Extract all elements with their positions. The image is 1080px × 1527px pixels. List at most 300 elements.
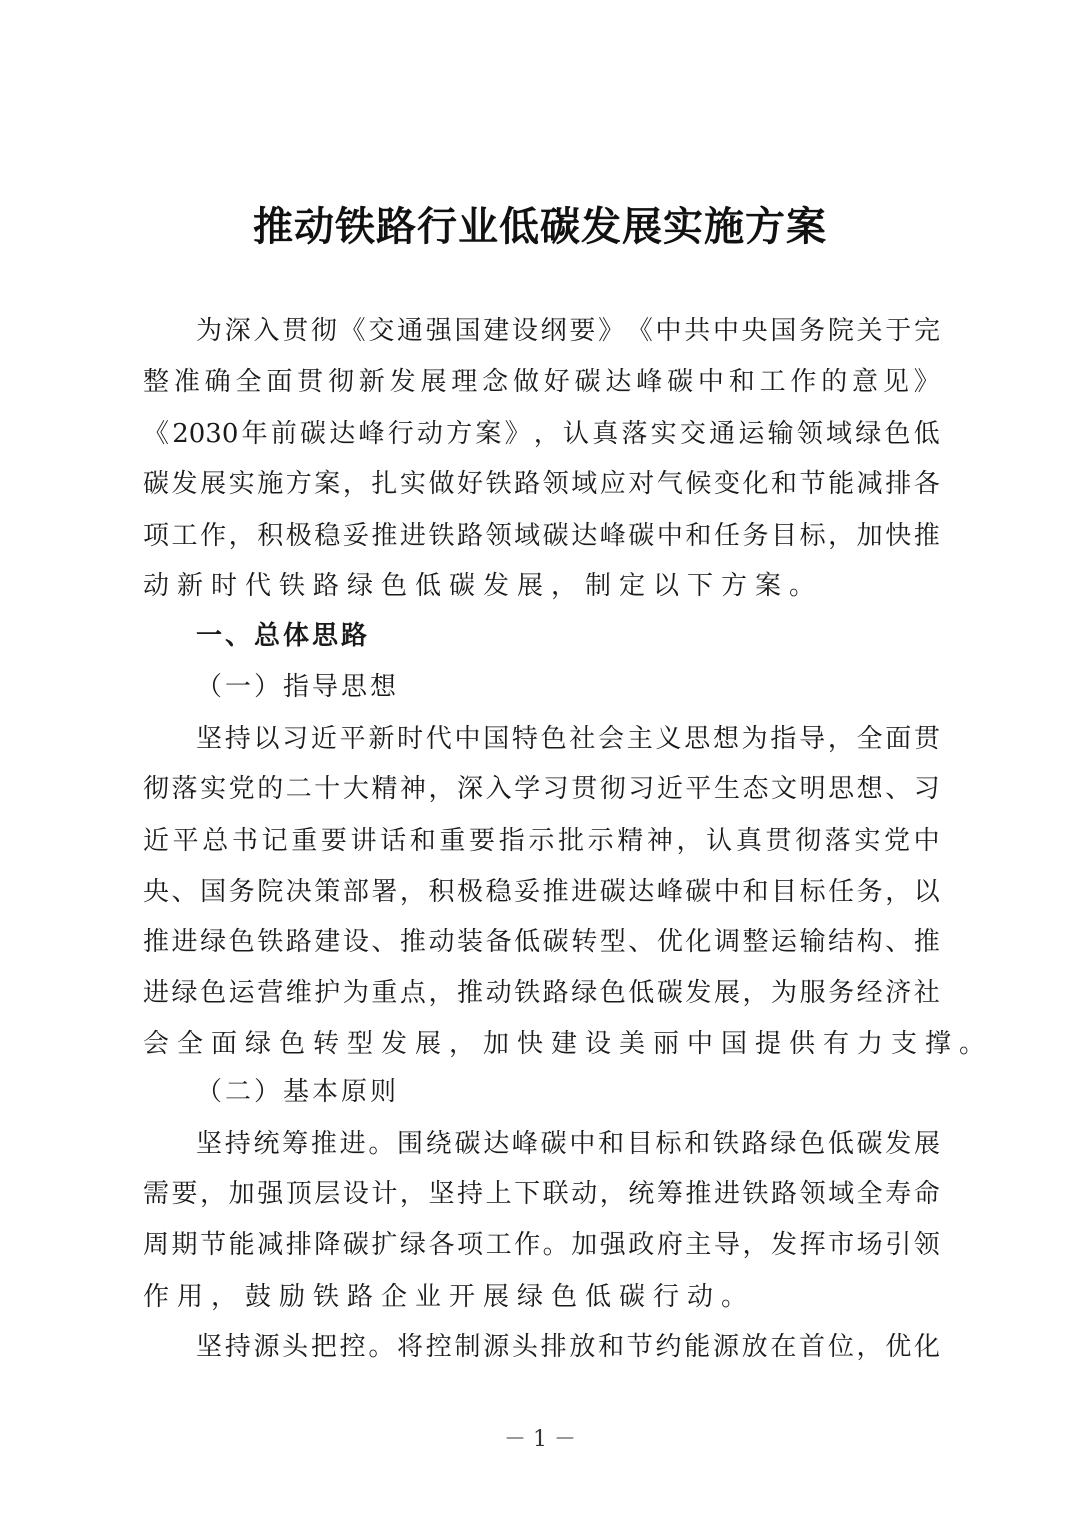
paragraph-line: [143, 511, 940, 562]
char: 妥: [514, 877, 541, 907]
char: 护: [314, 978, 341, 1008]
char: 政: [628, 1230, 655, 1260]
char: 进: [339, 1129, 366, 1159]
char: 化: [742, 469, 769, 499]
char: 特: [511, 724, 538, 754]
char: 碳: [342, 1230, 369, 1260]
char: 推: [685, 1179, 712, 1209]
char: 指: [770, 724, 797, 754]
char: 能: [828, 469, 855, 499]
char: 实: [650, 419, 677, 449]
char: 神: [646, 826, 673, 856]
char: 院: [827, 316, 854, 346]
char: 新: [368, 724, 395, 754]
char: 指: [498, 826, 525, 856]
char: 源: [483, 1332, 510, 1362]
char: 2030: [172, 419, 239, 449]
char: 彻: [599, 774, 626, 804]
char: 主: [685, 1230, 712, 1260]
char: 要: [320, 826, 347, 856]
char: 时: [397, 724, 424, 754]
char: ，: [828, 521, 855, 551]
char: 碳: [667, 367, 694, 397]
char: 上: [485, 1179, 512, 1209]
char: 习: [542, 774, 569, 804]
char: ，: [885, 877, 912, 907]
char: 中: [656, 521, 683, 551]
char: 头: [511, 1332, 538, 1362]
char: 务: [828, 978, 855, 1008]
char: 落: [621, 419, 648, 449]
char: 铁: [257, 927, 284, 957]
char: 低: [628, 978, 655, 1008]
char: 推: [310, 1129, 337, 1159]
section-heading: 一、总体思路: [196, 621, 371, 651]
char: 央: [741, 316, 768, 346]
char: 达: [605, 367, 632, 397]
char: 强: [257, 1179, 284, 1209]
paragraph-line: [143, 409, 940, 460]
char: 输: [767, 419, 794, 449]
subsection-heading: （二）基本原则: [196, 1077, 400, 1107]
char: 铁: [428, 521, 455, 551]
char: 排: [285, 1230, 312, 1260]
char: 好: [543, 367, 570, 397]
char: 市: [828, 1230, 855, 1260]
char: 《: [143, 419, 170, 449]
char: 工: [485, 1230, 512, 1260]
char: 坚: [196, 724, 223, 754]
char: 色: [884, 419, 911, 449]
char: 推: [913, 521, 940, 551]
char: 作: [200, 521, 227, 551]
char: 加: [856, 521, 883, 551]
char: ，: [742, 1230, 769, 1260]
char: 碳: [540, 1129, 567, 1159]
char: 推: [542, 877, 569, 907]
char: 《: [626, 316, 653, 346]
char: 前: [270, 419, 297, 449]
paragraph-line: [143, 459, 940, 510]
char: 》: [598, 316, 625, 346]
char: 要: [469, 826, 496, 856]
char: ，: [228, 521, 255, 551]
char: 对: [628, 469, 655, 499]
char: ，: [428, 978, 455, 1008]
char: 铁: [514, 978, 541, 1008]
char: 各: [913, 469, 940, 499]
char: 进: [171, 927, 198, 957]
char: 营: [257, 978, 284, 1008]
char: 贯: [913, 724, 940, 754]
char: 深: [457, 774, 484, 804]
char: 建: [314, 927, 341, 957]
char: 导: [713, 1230, 740, 1260]
char: 要: [171, 1179, 198, 1209]
char: 妥: [342, 521, 369, 551]
paragraph-line: [196, 1119, 940, 1170]
char: 结: [828, 927, 855, 957]
paragraph-line: [143, 357, 940, 408]
char: 推: [371, 521, 398, 551]
char: 任: [828, 877, 855, 907]
char: 《: [339, 316, 366, 346]
paragraph-line: [196, 306, 940, 357]
char: 以: [253, 724, 280, 754]
char: 碳: [574, 367, 601, 397]
char: 稳: [485, 877, 512, 907]
char: 统: [253, 1129, 280, 1159]
char: 务: [799, 316, 826, 346]
char: 案: [314, 469, 341, 499]
char: 加: [571, 1230, 598, 1260]
char: 中: [569, 1129, 596, 1159]
char: 要: [569, 316, 596, 346]
char: 意: [852, 367, 879, 397]
paragraph-line: [143, 867, 940, 918]
char: 运: [771, 927, 798, 957]
char: 近: [310, 724, 337, 754]
document-title: 推动铁路行业低碳发展实施方案: [253, 203, 827, 250]
char: 》: [913, 367, 940, 397]
char: 期: [171, 1230, 198, 1260]
char: 主: [626, 724, 653, 754]
char: 部: [342, 877, 369, 907]
char: 记: [261, 826, 288, 856]
char: 绿: [171, 978, 198, 1008]
char: 彻: [310, 316, 337, 346]
char: 贯: [282, 316, 309, 346]
char: 批: [557, 826, 584, 856]
char: 展: [420, 367, 447, 397]
char: 持: [457, 1179, 484, 1209]
char: 推: [399, 927, 426, 957]
char: 筹: [282, 1129, 309, 1159]
char: 运: [738, 419, 765, 449]
char: 坚: [196, 1129, 223, 1159]
char: 为: [342, 978, 369, 1008]
char: 想: [712, 724, 739, 754]
char: 贯: [765, 826, 792, 856]
char: 。: [542, 1230, 569, 1260]
paragraph-line: 会全面绿色转型发展，加快建设美丽中国提供有力支撑。: [143, 1029, 994, 1059]
char: 中: [712, 316, 739, 346]
char: 标: [655, 1129, 682, 1159]
char: 习: [913, 774, 940, 804]
char: 源: [712, 1332, 739, 1362]
char: 绿: [399, 1230, 426, 1260]
char: 路: [771, 1179, 798, 1209]
char: 运: [228, 978, 255, 1008]
char: 面: [885, 724, 912, 754]
char: 设: [511, 316, 538, 346]
char: 应: [599, 469, 626, 499]
char: 构: [856, 927, 883, 957]
char: 和: [684, 1129, 711, 1159]
char: 进: [143, 978, 170, 1008]
char: 积: [257, 521, 284, 551]
char: 务: [856, 877, 883, 907]
char: 点: [399, 978, 426, 1008]
char: 国: [770, 316, 797, 346]
char: 济: [885, 978, 912, 1008]
char: 年: [241, 419, 268, 449]
char: 彻: [795, 826, 822, 856]
char: 和: [742, 877, 769, 907]
char: 新: [358, 367, 385, 397]
char: 精: [617, 826, 644, 856]
char: 位: [827, 1332, 854, 1362]
char: 在: [770, 1332, 797, 1362]
char: 理: [451, 367, 478, 397]
char: 彻: [327, 367, 354, 397]
char: 低: [514, 927, 541, 957]
char: 场: [856, 1230, 883, 1260]
char: 优: [885, 1332, 912, 1362]
char: 维: [285, 978, 312, 1008]
char: 中: [713, 877, 740, 907]
char: 能: [684, 1332, 711, 1362]
char: 代: [425, 724, 452, 754]
subsection-heading: （一）指导思想: [196, 672, 400, 702]
paragraph-line: [143, 764, 940, 815]
char: 领: [485, 521, 512, 551]
char: 色: [200, 978, 227, 1008]
char: 习: [628, 774, 655, 804]
char: 域: [828, 1179, 855, 1209]
char: 层: [314, 1179, 341, 1209]
char: 节: [200, 1230, 227, 1260]
char: 于: [885, 316, 912, 346]
char: 减: [856, 469, 883, 499]
char: 峰: [511, 1129, 538, 1159]
char: 候: [685, 469, 712, 499]
char: 近: [656, 774, 683, 804]
char: 制: [454, 1332, 481, 1362]
char: 碳: [542, 521, 569, 551]
char: 目: [771, 877, 798, 907]
char: 国: [454, 316, 481, 346]
char: 纲: [540, 316, 567, 346]
paragraph-line: 动新时代铁路绿色低碳发展，制定以下方案。: [143, 571, 824, 601]
char: 会: [598, 724, 625, 754]
char: 将: [397, 1332, 424, 1362]
char: 央: [143, 877, 170, 907]
char: 低: [913, 419, 940, 449]
char: 院: [257, 877, 284, 907]
char: 达: [571, 521, 598, 551]
char: 、: [171, 877, 198, 907]
char: 引: [885, 1230, 912, 1260]
char: 动: [485, 978, 512, 1008]
char: 筹: [656, 1179, 683, 1209]
char: 示: [528, 826, 555, 856]
paragraph-line: [196, 1322, 940, 1373]
char: 。: [368, 1129, 395, 1159]
char: 铁: [742, 1179, 769, 1209]
char: 生: [713, 774, 740, 804]
char: 需: [143, 1179, 170, 1209]
page-number: － 1 －: [504, 1427, 576, 1452]
char: 标: [799, 877, 826, 907]
char: 中: [697, 367, 724, 397]
char: 为: [771, 978, 798, 1008]
char: 路: [514, 469, 541, 499]
char: 源: [253, 1332, 280, 1362]
char: 导: [799, 724, 826, 754]
char: 把: [310, 1332, 337, 1362]
char: 绿: [200, 927, 227, 957]
char: 和: [771, 469, 798, 499]
char: 示: [587, 826, 614, 856]
char: 为: [196, 316, 223, 346]
paragraph-line: [143, 1169, 940, 1220]
char: 准: [173, 367, 200, 397]
char: 顶: [285, 1179, 312, 1209]
char: 贯: [297, 367, 324, 397]
char: 贯: [571, 774, 598, 804]
char: 全: [856, 724, 883, 754]
char: 推: [143, 927, 170, 957]
char: 峰: [358, 419, 385, 449]
char: 放: [741, 1332, 768, 1362]
char: 快: [885, 521, 912, 551]
char: 化: [685, 927, 712, 957]
char: 务: [742, 521, 769, 551]
char: 色: [799, 1129, 826, 1159]
char: 型: [599, 927, 626, 957]
char: 落: [824, 826, 851, 856]
char: 周: [143, 1230, 170, 1260]
char: 排: [540, 1332, 567, 1362]
char: 务: [228, 877, 255, 907]
char: 和: [598, 1129, 625, 1159]
char: 碳: [300, 419, 327, 449]
char: 推: [457, 978, 484, 1008]
char: 态: [742, 774, 769, 804]
char: 中: [454, 724, 481, 754]
char: 全: [235, 367, 262, 397]
char: 坚: [428, 1179, 455, 1209]
char: 中: [913, 826, 940, 856]
char: 碳: [454, 1129, 481, 1159]
char: 平: [172, 826, 199, 856]
char: 共: [684, 316, 711, 346]
char: 达: [329, 419, 356, 449]
char: 铁: [712, 1129, 739, 1159]
char: 寿: [885, 1179, 912, 1209]
char: 色: [228, 927, 255, 957]
char: 加: [228, 1179, 255, 1209]
char: 思: [828, 774, 855, 804]
char: 排: [885, 469, 912, 499]
char: 动: [571, 1179, 598, 1209]
char: 绿: [855, 419, 882, 449]
char: 实: [228, 469, 255, 499]
char: 署: [371, 877, 398, 907]
char: 国: [200, 877, 227, 907]
char: ，: [742, 978, 769, 1008]
char: 域: [514, 521, 541, 551]
char: 思: [684, 724, 711, 754]
char: 入: [485, 774, 512, 804]
char: 案: [475, 419, 502, 449]
char: ，: [827, 724, 854, 754]
char: ，: [599, 1179, 626, 1209]
char: 交: [679, 419, 706, 449]
char: 话: [380, 826, 407, 856]
char: 面: [266, 367, 293, 397]
char: 项: [457, 1230, 484, 1260]
char: 、: [885, 774, 912, 804]
paragraph-line: [143, 1220, 940, 1271]
char: 重: [439, 826, 466, 856]
char: 扎: [371, 469, 398, 499]
char: 下: [514, 1179, 541, 1209]
char: 服: [799, 978, 826, 1008]
char: 控: [339, 1332, 366, 1362]
char: 积: [428, 877, 455, 907]
char: 。: [368, 1332, 395, 1362]
char: 发: [389, 367, 416, 397]
char: 十: [314, 774, 341, 804]
char: 行: [387, 419, 414, 449]
char: 动: [428, 927, 455, 957]
char: 色: [599, 978, 626, 1008]
char: 持: [224, 724, 251, 754]
char: 碳: [542, 927, 569, 957]
char: 学: [514, 774, 541, 804]
char: ，: [200, 1179, 227, 1209]
char: 挥: [799, 1230, 826, 1260]
char: 发: [685, 978, 712, 1008]
char: 平: [685, 774, 712, 804]
char: 标: [799, 521, 826, 551]
char: 精: [371, 774, 398, 804]
char: 、: [885, 927, 912, 957]
paragraph-line: 作用，鼓励铁路企业开展绿色低碳行动。: [143, 1282, 756, 1312]
char: 进: [713, 1179, 740, 1209]
char: 实: [200, 774, 227, 804]
char: 通: [397, 316, 424, 346]
char: 展: [913, 1129, 940, 1159]
char: 见: [882, 367, 909, 397]
char: 工: [759, 367, 786, 397]
char: 节: [626, 1332, 653, 1362]
char: 整: [143, 367, 170, 397]
char: 决: [285, 877, 312, 907]
char: 备: [485, 927, 512, 957]
char: 文: [771, 774, 798, 804]
char: 入: [253, 316, 280, 346]
char: 展: [713, 978, 740, 1008]
char: 、: [371, 927, 398, 957]
char: 域: [571, 469, 598, 499]
char: 总: [202, 826, 229, 856]
char: 和: [728, 367, 755, 397]
char: 领: [542, 469, 569, 499]
char: 强: [599, 1230, 626, 1260]
char: 、: [628, 927, 655, 957]
paragraph-line: [143, 816, 940, 867]
char: 目: [771, 521, 798, 551]
char: ，: [676, 826, 703, 856]
char: 领: [796, 419, 823, 449]
char: 全: [856, 1179, 883, 1209]
char: 彻: [143, 774, 170, 804]
char: 经: [856, 978, 883, 1008]
char: 扩: [371, 1230, 398, 1260]
